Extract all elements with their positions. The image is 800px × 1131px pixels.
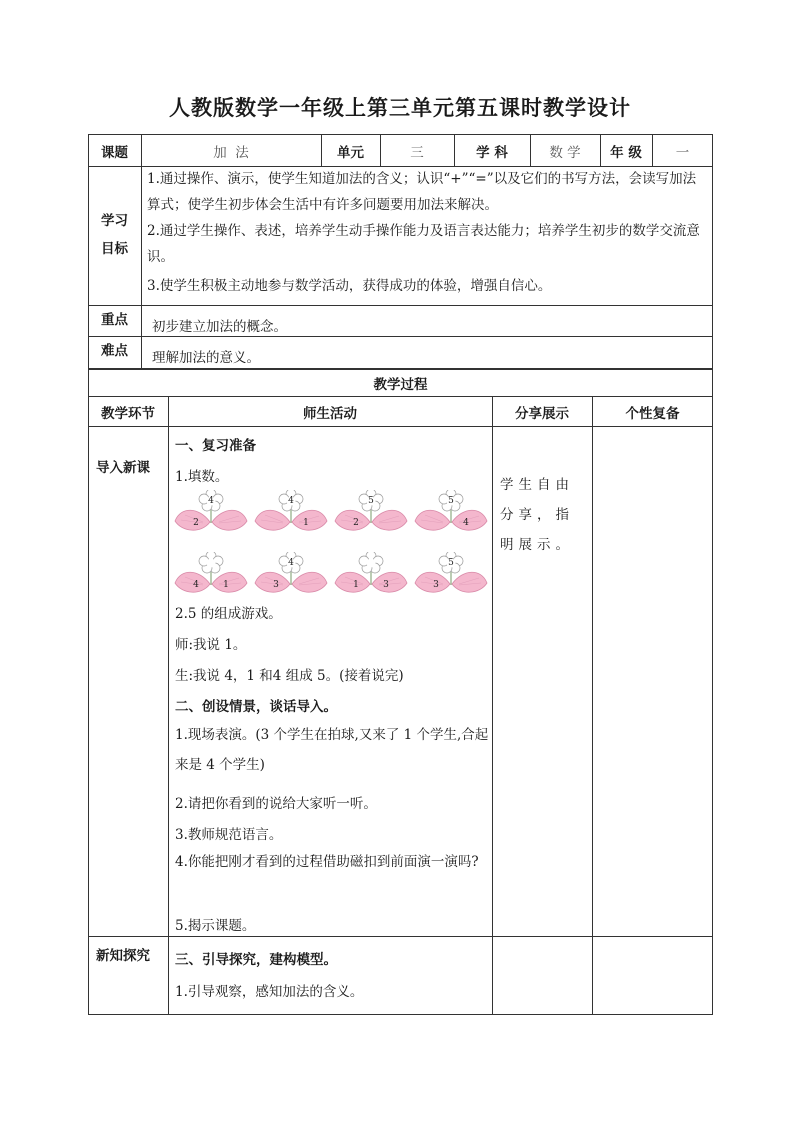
flower-7 [333, 552, 409, 602]
flower-3 [333, 490, 409, 540]
flower-left-number: 2 [193, 518, 199, 528]
flower-1 [173, 490, 249, 540]
flower-left-number: 2 [353, 518, 359, 528]
flower-left-number: 3 [273, 580, 279, 590]
flower-top-number: 5 [448, 496, 454, 506]
subject-value: 数 学 [549, 145, 581, 161]
unit-value: 三 [410, 145, 424, 161]
flower-right-number: 1 [223, 580, 229, 590]
magnet-step: 4.你能把刚才看到的过程借助磁扣到前面演一演吗? [175, 854, 479, 870]
topic-value: 加 法 [213, 145, 249, 161]
unit-label: 单元 [337, 145, 364, 161]
flower-left-number: 1 [353, 580, 359, 590]
focus-label: 重点 [101, 312, 128, 328]
column-activity: 师生活动 [303, 406, 357, 422]
grade-label: 年 级 [610, 145, 642, 161]
stage-explore: 新知探究 [96, 948, 150, 964]
flower-top-number: 4 [288, 558, 294, 568]
flower-right-number: 4 [463, 518, 469, 528]
flower-top-number: 4 [288, 496, 294, 506]
subject-label: 学 科 [476, 145, 508, 161]
column-stage: 教学环节 [101, 406, 155, 422]
teacher-line: 师:我说 1。 [175, 637, 247, 653]
difficulty-value: 理解加法的意义。 [152, 350, 260, 366]
game-instruction: 2.5 的组成游戏。 [175, 606, 282, 622]
reveal-step: 5.揭示课题。 [175, 918, 256, 934]
flower-left-number: 4 [193, 580, 199, 590]
flower-right-number: 1 [303, 518, 309, 528]
student-line: 生:我说 4，1 和4 组成 5。(接着说完) [175, 668, 404, 684]
column-notes: 个性复备 [625, 406, 680, 422]
review-heading: 一、复习准备 [175, 438, 256, 454]
process-heading: 教学过程 [373, 377, 428, 393]
scenario-heading: 二、创设情景，谈话导入。 [175, 699, 337, 715]
share-note: 学生自由分享，指明展示。 [500, 477, 574, 553]
goal-item-3: 3.使学生积极主动地参与数学活动，获得成功的体验，增强自信心。 [147, 278, 552, 294]
topic-label: 课题 [101, 145, 128, 161]
flower-8 [413, 552, 489, 602]
flower-5 [173, 552, 249, 602]
tell-step: 2.请把你看到的说给大家听一听。 [175, 796, 377, 812]
stage-intro: 导入新课 [96, 460, 150, 476]
goals-label-line1: 学习 [101, 213, 128, 229]
column-share: 分享展示 [515, 406, 569, 422]
fill-instruction: 1.填数。 [175, 469, 229, 485]
goals-label-line2: 目标 [101, 241, 128, 257]
observe-step: 1.引导观察，感知加法的含义。 [175, 984, 364, 1000]
difficulty-label: 难点 [101, 343, 128, 359]
flower-top-number: 5 [368, 496, 374, 506]
goal-item-1: 1.通过操作、演示，使学生知道加法的含义；认识“+”“=”以及它们的书写方法，会读写加法算式；使学生初步体会生活中有许多问题要用加法来解决。 [147, 171, 697, 213]
perform-step: 1.现场表演。(3 个学生在拍球,又来了 1 个学生,合起来是 4 个学生) [175, 727, 489, 773]
flower-right-number: 3 [383, 580, 389, 590]
flower-top-number: 4 [208, 496, 214, 506]
explore-heading: 三、引导探究，建构模型。 [175, 952, 337, 968]
flower-left-number: 3 [433, 580, 439, 590]
flower-4 [413, 490, 489, 540]
flower-6 [253, 552, 329, 602]
norm-step: 3.教师规范语言。 [175, 827, 283, 843]
goal-item-2: 2.通过学生操作、表述，培养学生动手操作能力及语言表达能力；培养学生初步的数学交流意识。 [147, 223, 700, 265]
flower-2 [253, 490, 329, 540]
grade-value: 一 [675, 145, 690, 161]
focus-value: 初步建立加法的概念。 [152, 319, 287, 335]
document-title: 人教版数学一年级上第三单元第五课时教学设计 [169, 96, 631, 120]
flower-top-number: 5 [448, 558, 454, 568]
